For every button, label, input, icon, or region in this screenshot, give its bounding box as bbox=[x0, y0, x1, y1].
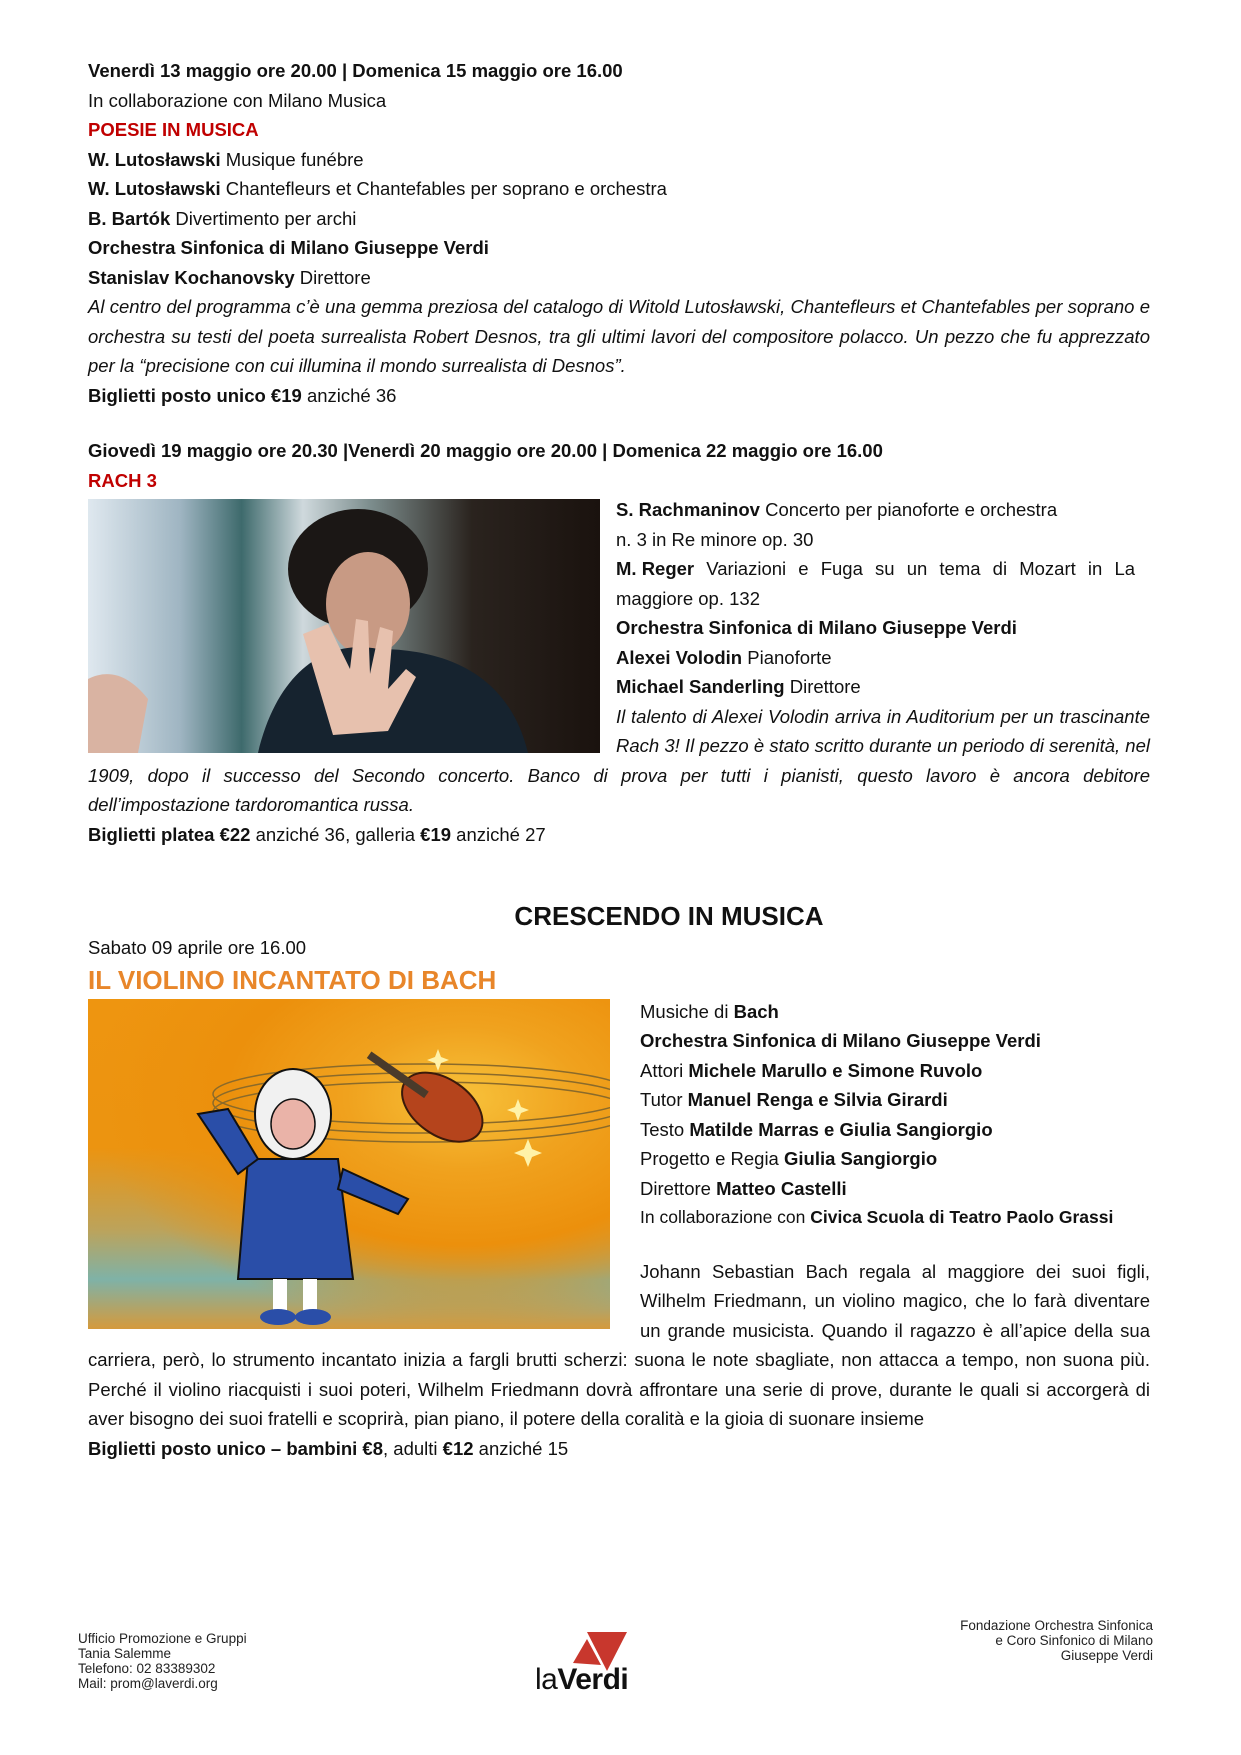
event-dates: Venerdì 13 maggio ore 20.00 | Domenica 15 maggio ore 16.00 bbox=[88, 60, 623, 81]
footer-email[interactable]: Mail: prom@laverdi.org bbox=[78, 1676, 218, 1691]
tickets-original: anziché 15 bbox=[473, 1437, 569, 1459]
foundation-line: e Coro Sinfonico di Milano bbox=[995, 1633, 1153, 1648]
laverdi-logo bbox=[535, 1625, 635, 1695]
tickets-adults: €12 bbox=[442, 1437, 474, 1459]
conductor-role: Direttore bbox=[784, 676, 861, 697]
conductor-role: Direttore bbox=[294, 266, 371, 288]
event-description: Al centro del programma c’è una gemma preziosa del catalogo di Witold Lutosławski, Chantefleurs et Chantefables per soprano e orchestra su testi del poeta surrealista Robert Desnos, tra gli ultimi lavori del compositore polacco. Un pezzo che fu apprezzato per la “precisione con cui illumina il mondo surrealista di Desnos”. bbox=[88, 296, 1150, 376]
program-item bbox=[88, 145, 1150, 175]
event-date: Sabato 09 aprile ore 16.00 bbox=[88, 937, 307, 958]
credit-label: Musiche di bbox=[640, 1000, 734, 1022]
tickets-text: , adulti bbox=[383, 1437, 443, 1459]
event-description: Il talento di Alexei Volodin arriva in Auditorium per un trascinante Rach 3! Il pezzo è stato scritto durante un periodo di serenità, nel 1909, dopo il successo del Secondo concerto. Banco di prova per tutti i pianisti, questo lavoro è ancora debitore dell’impostazione tardoromantica russa. bbox=[88, 705, 1150, 815]
credit-label: Direttore bbox=[640, 1177, 717, 1199]
credit-value: Manuel Renga e Silvia Girardi bbox=[687, 1089, 948, 1110]
orchestra: Orchestra Sinfonica di Milano Giuseppe Verdi bbox=[616, 617, 1017, 638]
work: Variazioni e Fuga su un tema di Mozart in La bbox=[694, 558, 1136, 579]
work: Divertimento per archi bbox=[170, 207, 357, 229]
credit-label: Attori bbox=[640, 1059, 689, 1081]
conductor-name: Stanislav Kochanovsky bbox=[88, 266, 295, 288]
credit-label: In collaborazione con bbox=[640, 1207, 811, 1227]
event-title: IL VIOLINO INCANTATO DI BACH bbox=[88, 964, 497, 995]
program-item-cont: maggiore op. 132 bbox=[616, 587, 760, 609]
tickets bbox=[88, 1434, 1150, 1464]
conductor-figure-image bbox=[88, 499, 600, 753]
credit-label: Progetto e Regia bbox=[640, 1148, 784, 1169]
foundation-line: Fondazione Orchestra Sinfonica bbox=[960, 1618, 1153, 1633]
credit-label: Tutor bbox=[640, 1089, 688, 1110]
event-title: POESIE IN MUSICA bbox=[88, 119, 259, 140]
event-title: RACH 3 bbox=[88, 469, 157, 491]
tickets-original: anziché 36 bbox=[301, 384, 397, 406]
foundation-line: Giuseppe Verdi bbox=[1060, 1648, 1153, 1663]
tickets-galleria: €19 bbox=[420, 823, 452, 845]
event-description: Johann Sebastian Bach regala al maggiore dei suoi figli, Wilhelm Friedmann, un violino magico, che lo farà diventare un grande musicista. Quando il ragazzo è all’apice della sua carriera, però, lo strumento incantato inizia a fargli brutti scherzi: suona le note sbagliate, non attacca a tempo, non suona più. Perché il violino riacquisti i suoi poteri, Wilhelm Friedmann dovrà affrontare una serie di prove, durante le quali si accorgerà di aver bisogno dei suoi fratelli e scoprirà, pian piano, il potere della coralità e la gioia di suonare insieme bbox=[88, 1260, 1150, 1429]
pianist-role: Pianoforte bbox=[742, 646, 832, 668]
composer: S. Rachmaninov bbox=[616, 499, 760, 520]
event-rach-3 bbox=[88, 436, 1150, 849]
footer-foundation bbox=[960, 1618, 1153, 1663]
footer-contact bbox=[78, 1631, 247, 1691]
logo-la: la bbox=[535, 1663, 558, 1696]
credit-value: Orchestra Sinfonica di Milano Giuseppe Verdi bbox=[640, 1030, 1041, 1051]
document-page bbox=[88, 56, 1150, 1463]
bach-cartoon-image bbox=[88, 999, 610, 1329]
tickets-original: anziché 27 bbox=[451, 823, 546, 845]
event-poesie-in-musica bbox=[88, 56, 1150, 410]
tickets-text: anziché 36, galleria bbox=[250, 823, 421, 845]
orchestra: Orchestra Sinfonica di Milano Giuseppe Verdi bbox=[88, 237, 489, 258]
credit-value: Matteo Castelli bbox=[716, 1177, 847, 1199]
footer-contact-name: Tania Salemme bbox=[78, 1646, 172, 1661]
program-item bbox=[88, 174, 1150, 204]
footer-office: Ufficio Promozione e Gruppi bbox=[78, 1631, 247, 1646]
bach-illustration bbox=[88, 999, 610, 1329]
credit-label: Testo bbox=[640, 1118, 690, 1140]
footer-phone: Telefono: 02 83389302 bbox=[78, 1661, 216, 1676]
event-dates: Giovedì 19 maggio ore 20.30 |Venerdì 20 maggio ore 20.00 | Domenica 22 maggio ore 16.00 bbox=[88, 440, 883, 461]
work: Concerto per pianoforte e orchestra bbox=[759, 499, 1058, 520]
program-item bbox=[88, 204, 1150, 234]
event-collaboration: In collaborazione con Milano Musica bbox=[88, 89, 387, 111]
credit-value: Giulia Sangiorgio bbox=[783, 1148, 938, 1169]
section-title: CRESCENDO IN MUSICA bbox=[514, 901, 824, 931]
composer: B. Bartók bbox=[88, 207, 171, 229]
tickets-children: Biglietti posto unico – bambini €8 bbox=[88, 1437, 383, 1459]
composer: W. Lutosławski bbox=[88, 178, 221, 199]
event-body bbox=[88, 997, 1150, 1434]
event-violino-incantato bbox=[88, 933, 1150, 1463]
work: Musique funébre bbox=[220, 148, 364, 170]
tickets-price: Biglietti posto unico €19 bbox=[88, 384, 302, 406]
composer: W. Lutosławski bbox=[88, 148, 221, 170]
pianist-name: Alexei Volodin bbox=[616, 646, 743, 668]
credit-value: Michele Marullo e Simone Ruvolo bbox=[688, 1059, 983, 1081]
composer: M. Reger bbox=[616, 558, 695, 579]
conductor-name: Michael Sanderling bbox=[616, 676, 785, 697]
tickets bbox=[88, 820, 1150, 850]
work: Chantefleurs et Chantefables per soprano e orchestra bbox=[220, 178, 667, 199]
credit-value: Civica Scuola di Teatro Paolo Grassi bbox=[810, 1207, 1114, 1227]
event-body bbox=[88, 495, 1150, 820]
program-item-cont: n. 3 in Re minore op. 30 bbox=[616, 528, 814, 550]
credit-value: Bach bbox=[733, 1000, 779, 1022]
logo-verdi: Verdi bbox=[557, 1663, 629, 1696]
conductor bbox=[88, 263, 1150, 293]
logo-wordmark bbox=[535, 1665, 628, 1695]
credit-value: Matilde Marras e Giulia Sangiorgio bbox=[689, 1118, 993, 1140]
conductor-photo bbox=[88, 499, 600, 753]
tickets-platea: Biglietti platea €22 bbox=[88, 823, 251, 845]
tickets bbox=[88, 381, 1150, 411]
